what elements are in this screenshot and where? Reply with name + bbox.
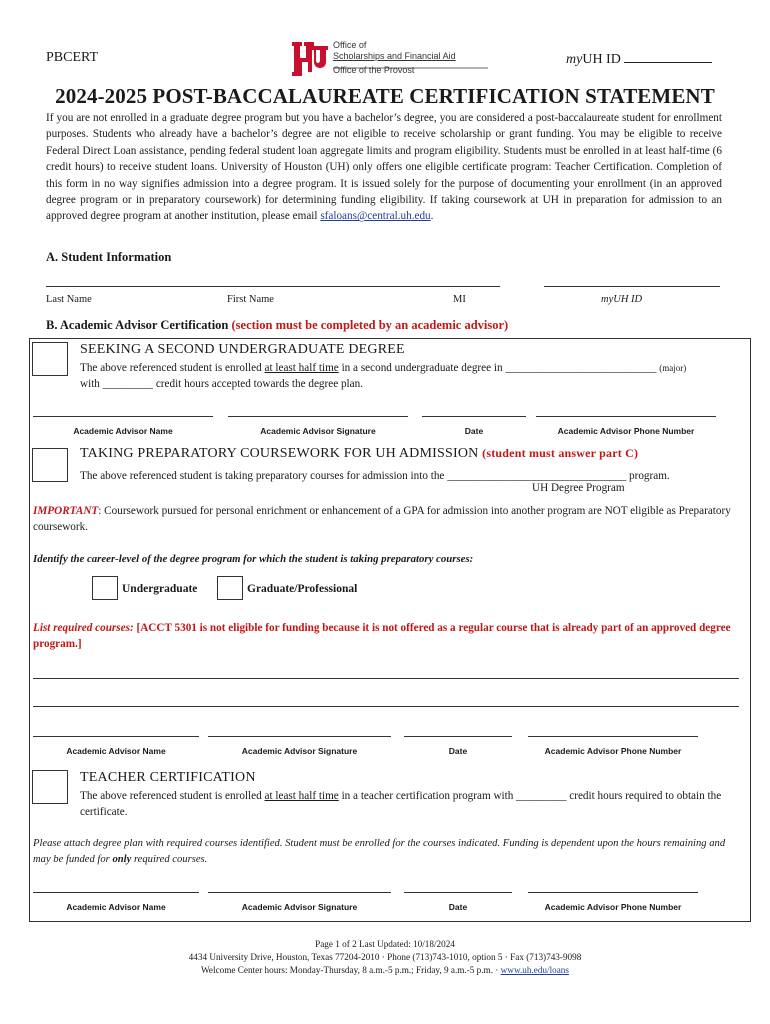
myuh-id-field[interactable] (624, 50, 712, 63)
identify-career-level: Identify the career-level of the degree program for which the student is taking preparatory courses: (33, 553, 474, 565)
graduate-professional-label: Graduate/Professional (247, 583, 358, 595)
advisor-signature-field-1[interactable] (228, 416, 408, 417)
sig-label-phone: Academic Advisor Phone Number (557, 426, 695, 436)
intro-end: . (430, 210, 434, 223)
section-b-note: (section must be completed by an academic advisor) (231, 318, 509, 332)
option3-note (33, 836, 741, 868)
option2-title-note: (student must answer part C) (482, 446, 639, 460)
date-field-1[interactable] (422, 416, 526, 417)
intro-paragraph (46, 110, 722, 225)
option1-text-a: The above referenced student is enrolled (80, 362, 262, 374)
option3-note-a: Please attach degree plan with required courses identified. Student must be enrolled for the courses indicated. Funding is dependent upon the hours remaining and may be funded for (33, 838, 726, 865)
sig-label-phone: Academic Advisor Phone Number (544, 902, 682, 912)
option3-note-only: only (112, 854, 132, 865)
list-required-courses (33, 620, 733, 652)
myuh-id-header (566, 50, 712, 68)
form-code: PBCERT (46, 50, 99, 65)
option2-title (80, 446, 638, 462)
graduate-professional-checkbox[interactable] (217, 576, 243, 600)
sig-label-name: Academic Advisor Name (73, 426, 173, 436)
second-degree-checkbox[interactable] (32, 342, 68, 376)
sig-label-signature: Academic Advisor Signature (260, 426, 376, 436)
student-name-field[interactable] (46, 286, 500, 287)
option1-title: SEEKING A SECOND UNDERGRADUATE DEGREE (80, 342, 405, 357)
option1-major-label: (major) (659, 363, 687, 373)
advisor-signature-field-3[interactable] (208, 892, 391, 893)
preparatory-coursework-checkbox[interactable] (32, 448, 68, 482)
option3-text-b: in a teacher certification program with _________ credit hours required to obtain the certificate. (80, 790, 722, 818)
student-myuh-id-field[interactable] (544, 286, 720, 287)
logo-text (333, 40, 456, 76)
sig-label-date: Date (464, 426, 484, 436)
date-field-3[interactable] (404, 892, 512, 893)
intro-text: If you are not enrolled in a graduate degree program but you have a bachelor’s degree, you are considered a post-baccalaureate student for enrollment purposes. Students who already have a bachelor’s degree are not eligible to receive scholarship or grant funding. You may be eligible to receive Federal Direct Loan assistance, pending federal student loan aggregate limits and program eligibility. Students must be enrolled in at least half-time (6 credit hours) to receive student loans. University of Houston (UH) only offers one eligible certificate program: Teacher Certification. Completion of this form in no way signifies admission into a degree program. It is issued solely for the purpose of documenting your enrollment (in an approved degree program or in preparatory coursework) for determining funding eligibility. If taking coursework at UH in preparation for admission to an approved degree program at another institution, please email (46, 112, 722, 223)
uh-degree-program-label: UH Degree Program (532, 482, 625, 494)
option3-text-a: The above referenced student is enrolled (80, 790, 262, 802)
first-name-label: First Name (227, 294, 274, 305)
sig-label-date: Date (448, 746, 468, 756)
option1-half-time: at least half time (264, 362, 339, 374)
mi-label: MI (453, 294, 466, 305)
required-courses-line-2[interactable] (33, 706, 739, 707)
option3-half-time: at least half time (264, 790, 339, 802)
undergraduate-checkbox[interactable] (92, 576, 118, 600)
option1-line1 (80, 360, 740, 376)
required-courses-line-1[interactable] (33, 678, 739, 679)
advisor-name-field-1[interactable] (33, 416, 213, 417)
option2-title-text: TAKING PREPARATORY COURSEWORK FOR UH ADMISSION (80, 446, 479, 461)
important-note (33, 503, 741, 535)
advisor-phone-field-1[interactable] (536, 416, 716, 417)
option2-line1: The above referenced student is taking preparatory courses for admission into the ________________________________ program. (80, 470, 670, 482)
advisor-name-field-3[interactable] (33, 892, 199, 893)
loans-link[interactable]: www.uh.edu/loans (500, 965, 569, 975)
myuh-prefix: my (566, 52, 583, 67)
option1-line2: with _________ credit hours accepted towards the degree plan. (80, 378, 364, 390)
logo-line-3: Office of the Provost (333, 65, 415, 75)
advisor-phone-field-2[interactable] (528, 736, 698, 737)
page-title: 2024-2025 POST-BACCALAUREATE CERTIFICATION STATEMENT (55, 84, 715, 108)
myuh-id-label: myUH ID (601, 294, 643, 305)
option1-text-b: in a second undergraduate degree in ___________________________ (341, 362, 657, 374)
important-label: IMPORTANT (33, 505, 99, 517)
sig-label-name: Academic Advisor Name (66, 902, 166, 912)
sig-label-signature: Academic Advisor Signature (241, 902, 358, 912)
sig-label-date: Date (448, 902, 468, 912)
undergraduate-label: Undergraduate (122, 583, 198, 595)
important-text: : Coursework pursued for personal enrichment or enhancement of a GPA for admission into another program are NOT eligible as Preparatory coursework. (33, 505, 731, 533)
teacher-certification-checkbox[interactable] (32, 770, 68, 804)
footer (0, 938, 770, 977)
email-link[interactable]: sfaloans@central.uh.edu (320, 210, 431, 223)
list-courses-note: [ACCT 5301 is not eligible for funding because it is not offered as a regular course that is already part of an approved degree program.] (33, 622, 731, 650)
footer-hours (0, 964, 770, 977)
advisor-name-field-2[interactable] (33, 736, 199, 737)
footer-address: 4434 University Drive, Houston, Texas 77204-2010 · Phone (713)743-1010, option 5 · Fax (713)743-9098 (188, 952, 582, 962)
option3-line1 (80, 788, 742, 820)
logo-line-1: Office of (333, 40, 367, 50)
sig-label-phone: Academic Advisor Phone Number (544, 746, 682, 756)
sig-label-name: Academic Advisor Name (66, 746, 166, 756)
footer-hours-text: Welcome Center hours: Monday-Thursday, 8 a.m.-5 p.m.; Friday, 9 a.m.-5 p.m. · (201, 965, 499, 975)
section-a-heading: A. Student Information (46, 250, 172, 264)
list-courses-label: List required courses: (33, 622, 134, 634)
section-b-heading (46, 318, 508, 333)
uh-logo-mark-icon (292, 42, 328, 76)
sig-label-signature: Academic Advisor Signature (241, 746, 358, 756)
section-b-title: B. Academic Advisor Certification (46, 318, 229, 332)
option3-note-c: required courses. (133, 854, 208, 865)
myuh-suffix: UH ID (582, 52, 621, 67)
advisor-phone-field-3[interactable] (528, 892, 698, 893)
last-name-label: Last Name (46, 294, 92, 305)
advisor-signature-field-2[interactable] (208, 736, 391, 737)
footer-page-info: Page 1 of 2 Last Updated: 10/18/2024 (315, 939, 455, 949)
date-field-2[interactable] (404, 736, 512, 737)
logo-line-2: Scholarships and Financial Aid (333, 51, 456, 61)
option3-title: TEACHER CERTIFICATION (80, 770, 256, 785)
